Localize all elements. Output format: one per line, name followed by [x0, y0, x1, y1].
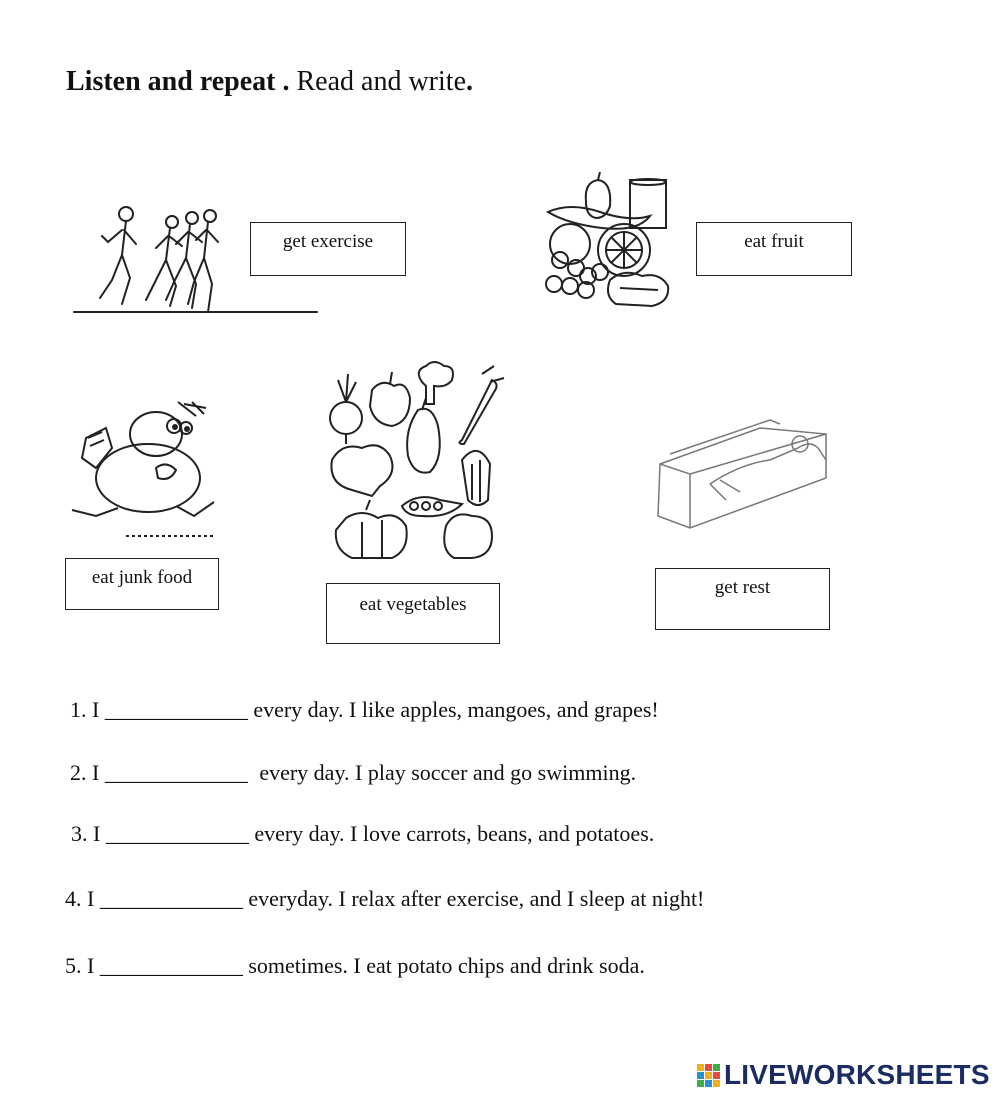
sentence-3-text: every day. I love carrots, beans, and potatoes.	[254, 821, 655, 846]
page-title	[66, 66, 473, 98]
sentence-1-blank[interactable]: _____________	[104, 697, 248, 722]
label-eat-fruit	[696, 222, 852, 276]
label-eat-junk-food	[65, 558, 219, 610]
sentence-4-blank[interactable]: _____________	[99, 886, 243, 911]
label-eat-vegetables	[326, 583, 500, 644]
title-normal: Read and write	[296, 66, 466, 97]
rest-image	[650, 404, 836, 536]
sentence-2-blank[interactable]: _____________	[104, 760, 248, 785]
sentence-5-num: 5. I	[65, 953, 95, 978]
logo-text: LIVEWORKSHEETS	[724, 1059, 990, 1090]
label-get-exercise-text: get exercise	[282, 231, 374, 252]
sentence-2-num: 2. I	[70, 760, 100, 785]
sentence-3-blank[interactable]: _____________	[105, 821, 249, 846]
liveworksheets-logo[interactable]	[697, 1060, 990, 1090]
sentence-4-num: 4. I	[65, 886, 95, 911]
label-eat-junk-food-text: eat junk food	[91, 567, 193, 588]
sentence-3	[71, 821, 654, 847]
sentence-3-num: 3. I	[71, 821, 101, 846]
sentence-2	[70, 760, 636, 786]
sentence-5-blank[interactable]: _____________	[99, 953, 243, 978]
sentence-1-num: 1. I	[70, 697, 100, 722]
sentence-4-text: everyday. I relax after exercise, and I sleep at night!	[248, 886, 705, 911]
label-get-exercise	[250, 222, 406, 276]
title-bold: Listen and repeat .	[66, 66, 290, 97]
title-end: .	[466, 66, 473, 97]
label-eat-fruit-text: eat fruit	[744, 231, 804, 252]
label-get-rest	[655, 568, 830, 630]
sentence-1-text: every day. I like apples, mangoes, and grapes!	[253, 697, 659, 722]
sentence-1	[70, 697, 659, 723]
vegetables-image	[322, 360, 506, 564]
sentence-4	[65, 886, 704, 912]
logo-grid-icon	[697, 1064, 720, 1087]
fruit-image	[540, 172, 680, 312]
sentence-5-text: sometimes. I eat potato chips and drink soda.	[248, 953, 645, 978]
sentence-2-text: every day. I play soccer and go swimming.	[259, 760, 637, 785]
junk-food-image	[66, 398, 232, 542]
label-get-rest-text: get rest	[714, 577, 771, 598]
sentence-5	[65, 953, 645, 979]
label-eat-vegetables-text: eat vegetables	[359, 594, 467, 615]
